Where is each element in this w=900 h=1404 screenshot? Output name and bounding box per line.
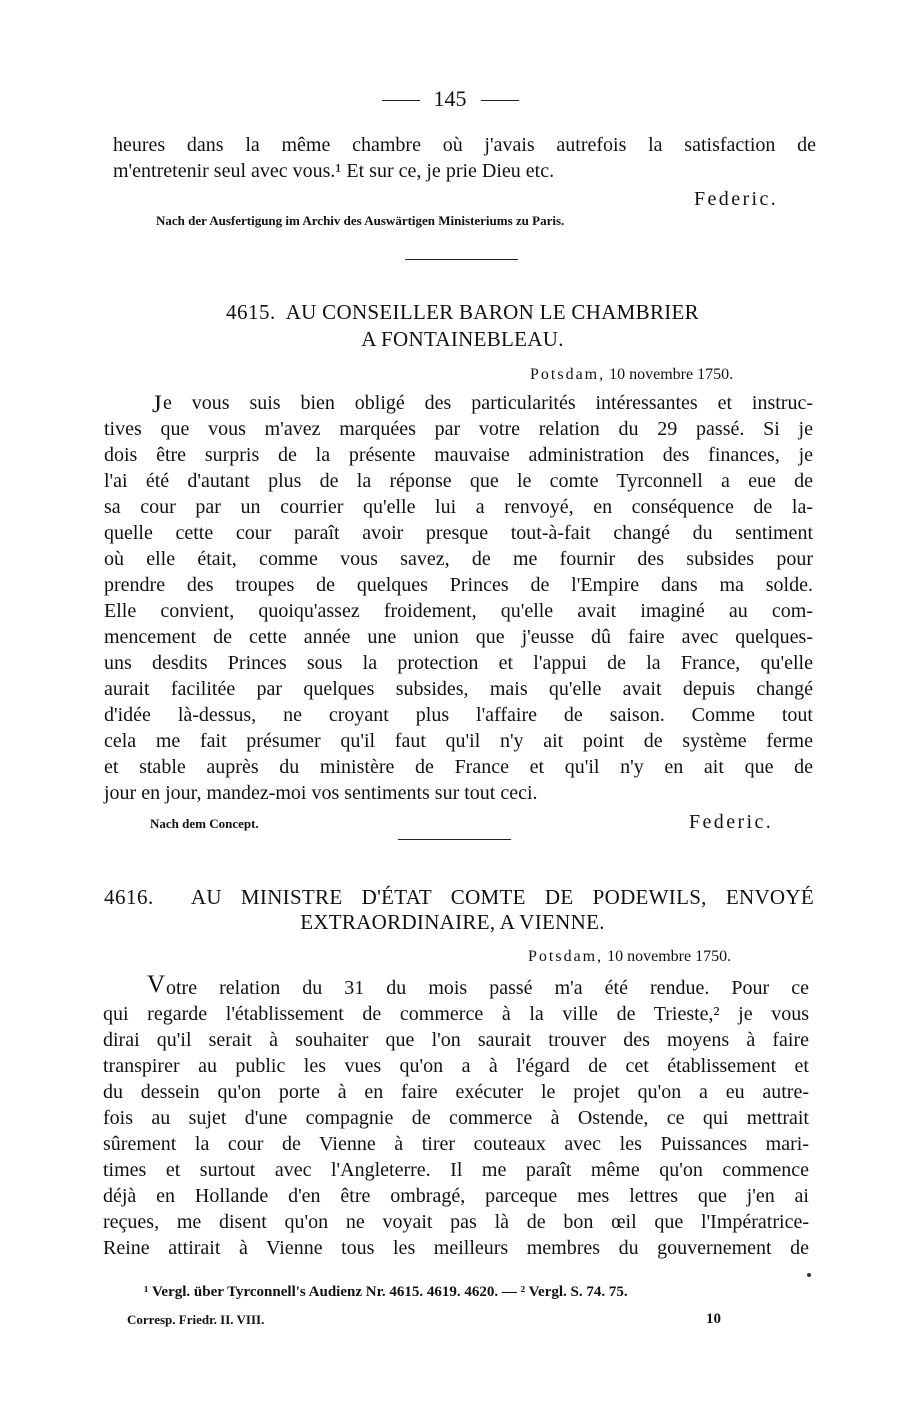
- signature-continuation: Federic.: [694, 188, 779, 210]
- text-line: aurait facilitée par quelques subsides, mais qu'elle avait depuis changé: [104, 678, 813, 700]
- text-line: sa cour par un courrier qu'elle lui a renvoyé, en conséquence de la-: [104, 496, 813, 518]
- source-note-4615: Nach dem Concept.: [150, 816, 259, 831]
- text-line: Reine attirait à Vienne tous les meilleurs membres du gouvernement de: [103, 1237, 809, 1259]
- text-line: qui regarde l'établissement de commerce à la ville de Trieste,² je vous: [103, 1003, 809, 1025]
- section-divider: [398, 839, 511, 840]
- text-line: e vous suis bien obligé des particularités intéressantes et instruc-: [163, 392, 813, 414]
- text-line: d'idée là-dessus, ne croyant plus l'affaire de saison. Comme tout: [104, 704, 813, 726]
- heading-line: [104, 884, 814, 910]
- letter-heading-4616-line2: EXTRAORDINAIRE, A VIENNE.: [300, 910, 605, 934]
- page-number-dash-left: [382, 100, 420, 101]
- text-line: et stable auprès du ministère de France et qu'il n'y en ait que de: [104, 756, 813, 778]
- text-line: tives que vous m'avez marquées par votre relation du 29 passé. Si je: [104, 418, 813, 440]
- letter-date-4615: [530, 366, 733, 384]
- source-note-continuation: Nach der Ausfertigung im Archiv des Auswärtigen Ministeriums zu Paris.: [156, 213, 565, 228]
- footer-volume: Corresp. Friedr. II. VIII.: [127, 1312, 265, 1327]
- drop-initial: V: [147, 971, 166, 998]
- letter-number: 4615.: [226, 300, 276, 324]
- letter-4616-first-line: [166, 975, 809, 1001]
- drop-initial: J: [152, 391, 162, 418]
- continuation-paragraph: [113, 132, 816, 184]
- page-number: 145: [433, 86, 467, 111]
- text-line: dois être surpris de la présente mauvaise administration des finances, je: [104, 444, 813, 466]
- letter-heading-4615-line2: A FONTAINEBLEAU.: [361, 327, 564, 351]
- text-line: heures dans la même chambre où j'avais autrefois la satisfaction de: [113, 134, 816, 156]
- text-line: déjà en Hollande d'en être ombragé, parceque mes lettres que j'en ai: [103, 1185, 809, 1207]
- text-line: times et surtout avec l'Angleterre. Il me paraît même qu'on commence: [103, 1159, 809, 1181]
- letter-heading-4615: [0, 299, 900, 326]
- text-line: transpirer au public les vues qu'on a à l'égard de cet établissement et: [103, 1055, 809, 1077]
- margin-mark: [807, 1273, 811, 1277]
- text-line: uns desdits Princes sous la protection et l'appui de la France, qu'elle: [104, 652, 813, 674]
- text-line: cela me fait présumer qu'il faut qu'il n'y ait point de système ferme: [104, 730, 813, 752]
- page-number-row: [0, 86, 900, 112]
- text-line: mencement de cette année une union que j'eusse dû faire avec quelques-: [104, 626, 813, 648]
- page-number-dash-right: [481, 100, 519, 101]
- footnotes: ¹ Vergl. über Tyrconnell's Audienz Nr. 4615. 4619. 4620. — ² Vergl. S. 74. 75.: [144, 1284, 628, 1300]
- letter-4615-body: [104, 416, 813, 806]
- text-line: du dessein qu'on porte à en faire exécuter le projet qu'on a eu autre-: [103, 1081, 809, 1103]
- letter-recipient: AU MINISTRE D'ÉTAT COMTE DE PODEWILS, ENVOYÉ: [190, 885, 814, 909]
- text-line: où elle était, comme vous savez, de me fournir des subsides pour: [104, 548, 813, 570]
- footer-signature-mark: 10: [706, 1311, 721, 1327]
- letter-4616-body: [103, 1001, 809, 1261]
- text-line: reçues, me disent qu'on ne voyait pas là de bon œil que l'Impératrice-: [103, 1211, 809, 1233]
- section-divider: [405, 259, 518, 260]
- letter-number: 4616.: [104, 885, 154, 909]
- text-line: jour en jour, mandez-moi vos sentiments sur tout ceci.: [104, 782, 538, 804]
- letter-heading-4616: [104, 884, 814, 910]
- letter-recipient: AU CONSEILLER BARON LE CHAMBRIER: [285, 300, 699, 324]
- text-line: sûrement la cour de Vienne à tirer couteaux avec les Puissances mari-: [103, 1133, 809, 1155]
- date-place: Potsdam,: [530, 366, 606, 383]
- text-line: fois au sujet d'une compagnie de commerce à Ostende, ce qui mettrait: [103, 1107, 809, 1129]
- letter-date-4616: [528, 948, 731, 966]
- signature-4615: Federic.: [689, 811, 774, 833]
- text-line: Elle convient, quoiqu'assez froidement, qu'elle avait imaginé au com-: [104, 600, 813, 622]
- date-place: Potsdam,: [528, 948, 604, 965]
- letter-4615-first-line: [163, 390, 813, 416]
- date-value: 10 novembre 1750.: [609, 366, 734, 383]
- text-line: otre relation du 31 du mois passé m'a été rendue. Pour ce: [166, 977, 809, 999]
- text-line: quelle cette cour paraît avoir presque tout-à-fait changé du sentiment: [104, 522, 813, 544]
- text-line: l'ai été d'autant plus de la réponse que le comte Tyrconnell a eue de: [104, 470, 813, 492]
- text-line: prendre des troupes de quelques Princes de l'Empire dans ma solde.: [104, 574, 813, 596]
- text-line: m'entretenir seul avec vous.¹ Et sur ce, je prie Dieu etc.: [113, 160, 555, 182]
- date-value: 10 novembre 1750.: [607, 948, 732, 965]
- text-line: dirai qu'il serait à souhaiter que l'on saurait trouver des moyens à faire: [103, 1029, 809, 1051]
